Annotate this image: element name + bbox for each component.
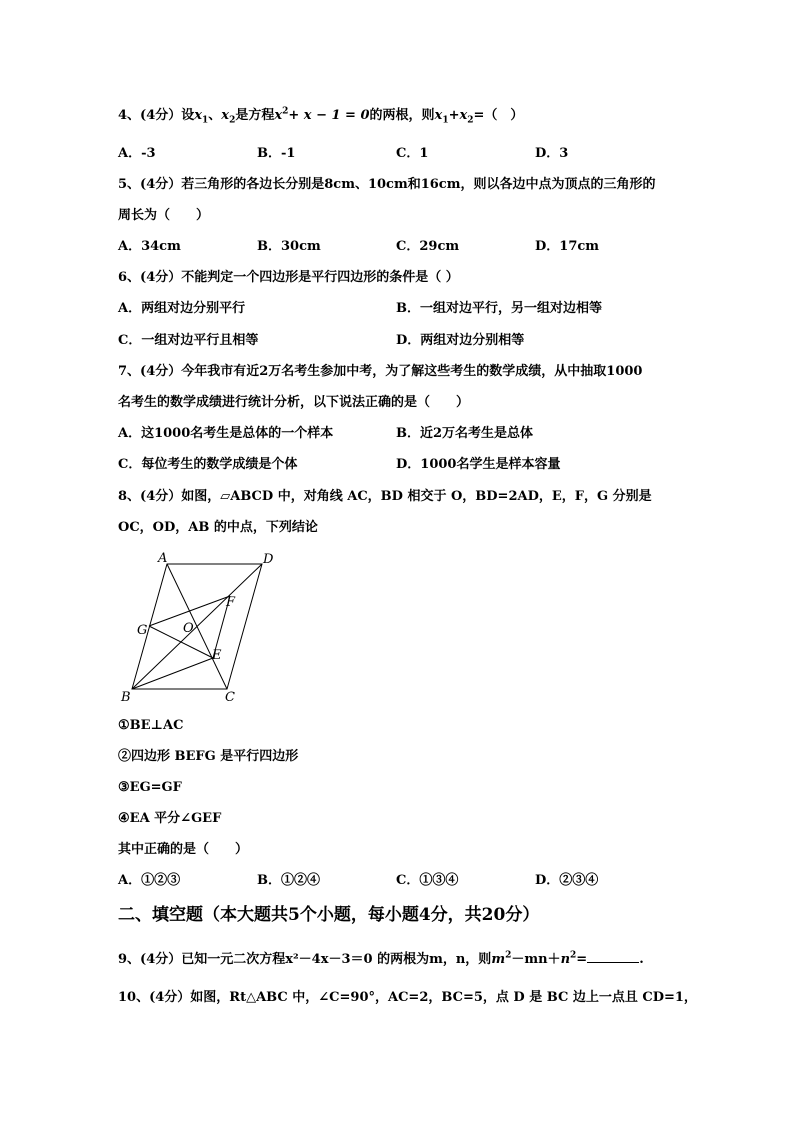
q7-option-b: B．近2万名考生是总体 <box>396 426 534 441</box>
q8-option-c: C．①③④ <box>396 873 459 888</box>
label-a: A <box>158 551 168 566</box>
q8-option-b: B．①②④ <box>257 873 320 888</box>
q7-stem-line2: 名考生的数学成绩进行统计分析，以下说法正确的是（ ） <box>118 395 470 410</box>
q7-option-d: D．1000名学生是样本容量 <box>396 457 561 472</box>
q5-option-c: C．29cm <box>396 239 460 254</box>
q4-stem: 4、(4分）设$x_1$、$x_2$是方程$x^2+ x - 1 = 0$的两根，则$x_1+x_2=$（ ） <box>118 106 524 126</box>
label-g: G <box>137 623 148 638</box>
diagonal-bd <box>132 564 262 689</box>
q4-option-a: A．-3 <box>118 146 156 161</box>
q9-answer-blank[interactable] <box>587 950 639 963</box>
q7-option-a: A．这1000名考生是总体的一个样本 <box>118 426 334 441</box>
q7-option-c: C．每位考生的数学成绩是个体 <box>118 457 298 472</box>
label-o: O <box>183 621 194 636</box>
q8-conclusion-2: ②四边形 BEFG 是平行四边形 <box>118 749 299 764</box>
q8-ask: 其中正确的是（ ） <box>118 842 249 857</box>
q6-option-d: D．两组对边分别相等 <box>396 333 525 348</box>
q8-stem-line1: 8、(4分）如图，▱ABCD 中，对角线 AC，BD 相交于 O，BD=2AD，E，F，G 分别是 <box>118 489 652 504</box>
label-c: C <box>225 690 235 705</box>
q5-stem-line2: 周长为（ ） <box>118 208 210 223</box>
q6-option-a: A．两组对边分别平行 <box>118 301 246 316</box>
q5-option-d: D．17cm <box>535 239 600 254</box>
parallelogram-figure <box>112 548 282 708</box>
label-f: F <box>226 595 236 610</box>
q10-stem: 10、(4分）如图，Rt△ABC 中，∠C=90°，AC=2，BC=5，点 D 是 BC 边上一点且 CD=1， <box>118 990 697 1005</box>
q5-stem-line1: 5、(4分）若三角形的各边长分别是8cm、10cm和16cm，则以各边中点为顶点的三角形的 <box>118 177 656 192</box>
segment-ge <box>149 626 213 658</box>
q4-option-d: D．3 <box>535 146 569 161</box>
q8-stem-line2: OC，OD，AB 的中点，下列结论 <box>118 520 318 535</box>
q8-conclusion-3: ③EG=GF <box>118 780 182 795</box>
label-d: D <box>263 552 274 567</box>
q6-stem: 6、(4分）不能判定一个四边形是平行四边形的条件是（ ） <box>118 270 459 285</box>
q4-option-c: C．1 <box>396 146 429 161</box>
q4-option-b: B．-1 <box>257 146 296 161</box>
segment-be <box>132 658 213 689</box>
q7-stem-line1: 7、(4分）今年我市有近2万名考生参加中考，为了解这些考生的数学成绩，从中抽取1000 <box>118 364 643 379</box>
q5-option-a: A．34cm <box>118 239 181 254</box>
q6-option-b: B．一组对边平行，另一组对边相等 <box>396 301 602 316</box>
q8-option-a: A．①②③ <box>118 873 181 888</box>
section-heading-fill-in: 二、填空题（本大题共5个小题，每小题4分，共20分） <box>118 905 540 925</box>
q8-conclusion-4: ④EA 平分∠GEF <box>118 811 222 826</box>
label-e: E <box>212 648 222 663</box>
q9-stem: 9、(4分）已知一元二次方程x²－4x－3＝0 的两根为m，n，则$m^2-mn+n^2=$ . <box>118 950 644 967</box>
q8-option-d: D．②③④ <box>535 873 599 888</box>
q8-conclusion-1: ①BE⊥AC <box>118 718 184 733</box>
q5-option-b: B．30cm <box>257 239 321 254</box>
label-b: B <box>121 690 131 705</box>
q6-option-c: C．一组对边平行且相等 <box>118 333 259 348</box>
